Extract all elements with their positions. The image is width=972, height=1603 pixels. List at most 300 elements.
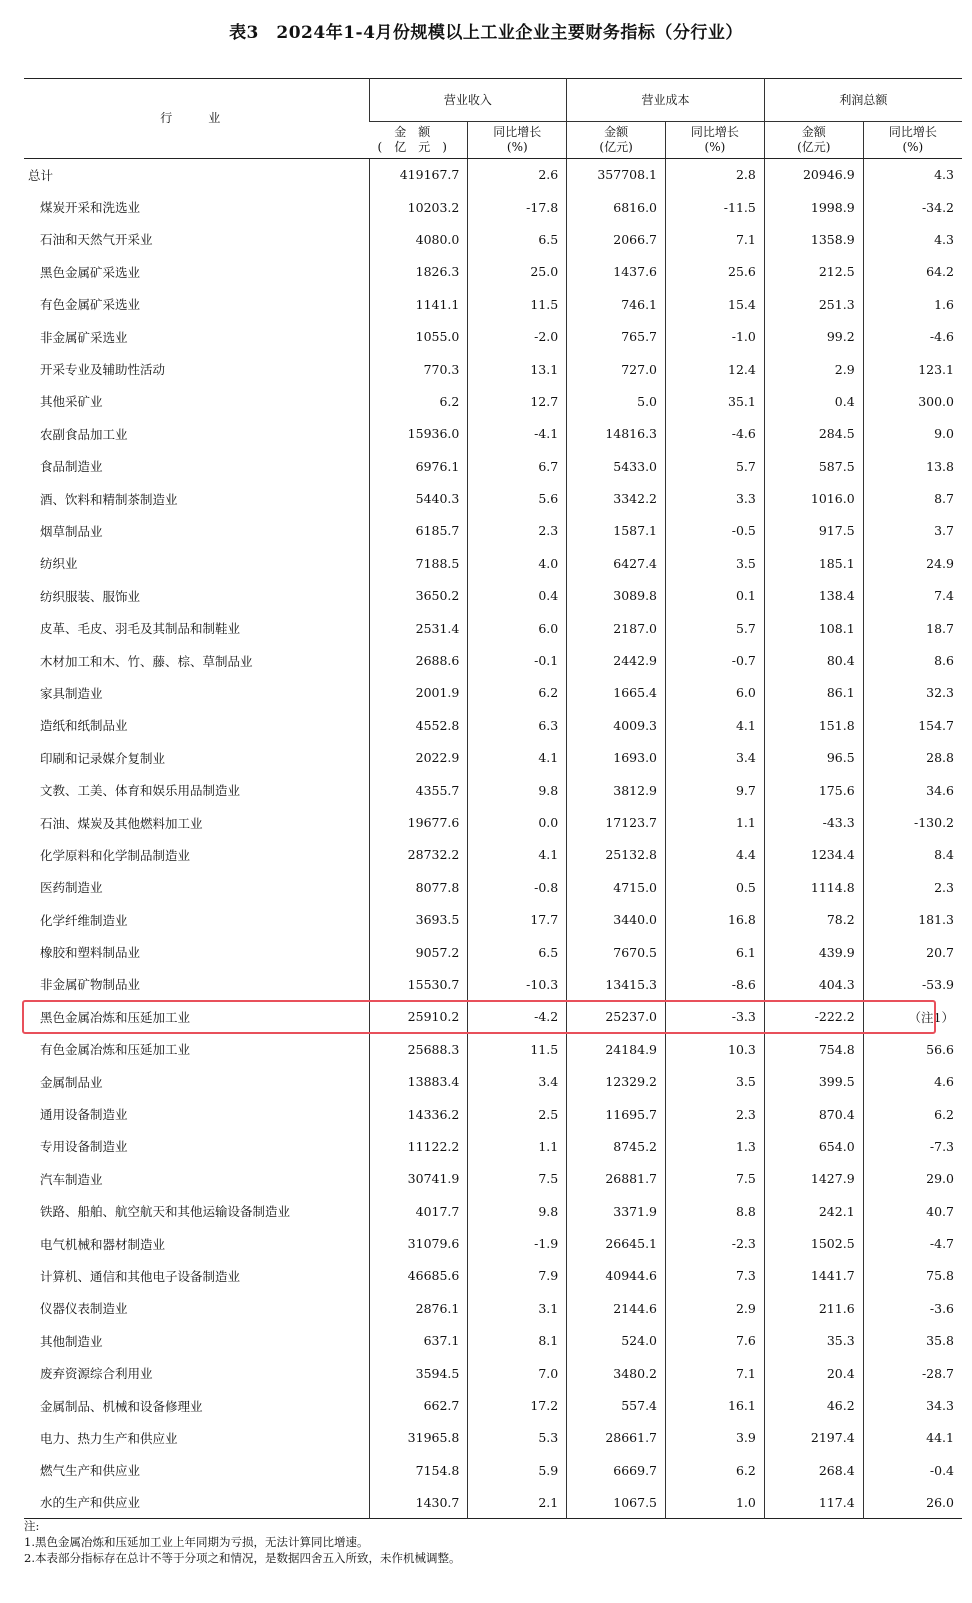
cost-amount: 5433.0 xyxy=(567,450,666,482)
profit-growth: 18.7 xyxy=(863,612,962,644)
profit-growth: 75.8 xyxy=(863,1260,962,1292)
revenue-growth: -1.9 xyxy=(468,1227,567,1259)
cost-growth: 7.1 xyxy=(666,1357,765,1389)
profit-growth: -4.6 xyxy=(863,320,962,352)
industry-name: 开采专业及辅助性活动 xyxy=(40,362,166,378)
revenue-growth: -17.8 xyxy=(468,191,567,223)
profit-amount: 20.4 xyxy=(764,1357,863,1389)
profit-amount: 138.4 xyxy=(764,580,863,612)
table-row xyxy=(24,742,962,774)
industry-name: 化学原料和化学制品制造业 xyxy=(40,847,191,863)
profit-amount: 1016.0 xyxy=(764,482,863,514)
revenue-growth: 3.1 xyxy=(468,1292,567,1324)
cost-growth: 16.8 xyxy=(666,903,765,935)
cost-growth: 7.5 xyxy=(666,1163,765,1195)
cost-amount: 13415.3 xyxy=(567,968,666,1000)
revenue-amount: 15530.7 xyxy=(369,968,468,1000)
profit-amount: 96.5 xyxy=(764,742,863,774)
growth-label: 同比增长 xyxy=(493,125,542,139)
profit-amount: 35.3 xyxy=(764,1325,863,1357)
industry-name: 燃气生产和供应业 xyxy=(40,1463,141,1479)
cost-growth: 10.3 xyxy=(666,1033,765,1065)
note-1: 1.黑色金属冶炼和压延加工业上年同期为亏损，无法计算同比增速。 xyxy=(24,1535,369,1549)
revenue-amount: 31965.8 xyxy=(369,1422,468,1454)
cost-growth: 1.1 xyxy=(666,806,765,838)
table-row xyxy=(24,806,962,838)
profit-growth: （注1） xyxy=(863,1001,962,1033)
table-row xyxy=(24,1454,962,1486)
revenue-amount: 14336.2 xyxy=(369,1098,468,1130)
cost-growth: -2.3 xyxy=(666,1227,765,1259)
table-title: 表3 2024年1-4月份规模以上工业企业主要财务指标（分行业） xyxy=(229,23,743,43)
cost-amount: 746.1 xyxy=(567,288,666,320)
profit-growth: 2.3 xyxy=(863,871,962,903)
profit-growth: 4.6 xyxy=(863,1065,962,1097)
profit-growth: 300.0 xyxy=(863,385,962,417)
industry-name: 其他采矿业 xyxy=(40,394,103,410)
cost-amount: 25132.8 xyxy=(567,839,666,871)
growth-label: 同比增长 xyxy=(690,125,739,139)
cost-growth: -3.3 xyxy=(666,1001,765,1033)
amount-label: 金额 xyxy=(801,125,826,139)
cost-growth: 4.1 xyxy=(666,709,765,741)
profit-growth: 154.7 xyxy=(863,709,962,741)
profit-growth: 9.0 xyxy=(863,418,962,450)
cost-amount: 25237.0 xyxy=(567,1001,666,1033)
revenue-growth: 3.4 xyxy=(468,1065,567,1097)
table-row xyxy=(24,644,962,676)
revenue-growth: -4.1 xyxy=(468,418,567,450)
revenue-growth: -2.0 xyxy=(468,320,567,352)
cost-growth: 8.8 xyxy=(666,1195,765,1227)
cost-amount: 727.0 xyxy=(567,353,666,385)
revenue-growth: 4.1 xyxy=(468,742,567,774)
subheader-profit-amount xyxy=(764,122,863,159)
table-row xyxy=(24,903,962,935)
header-group-revenue: 营业收入 xyxy=(369,79,567,122)
table-row xyxy=(24,677,962,709)
profit-amount: 20946.9 xyxy=(764,159,863,191)
revenue-growth: 7.9 xyxy=(468,1260,567,1292)
industry-name: 金属制品、机械和设备修理业 xyxy=(40,1398,203,1414)
profit-amount: 251.3 xyxy=(764,288,863,320)
table-row xyxy=(24,353,962,385)
revenue-growth: 6.2 xyxy=(468,677,567,709)
cost-growth: 5.7 xyxy=(666,450,765,482)
cost-amount: 26881.7 xyxy=(567,1163,666,1195)
profit-amount: 587.5 xyxy=(764,450,863,482)
cost-amount: 2144.6 xyxy=(567,1292,666,1324)
profit-growth: -34.2 xyxy=(863,191,962,223)
cost-growth: 12.4 xyxy=(666,353,765,385)
revenue-amount: 1141.1 xyxy=(369,288,468,320)
revenue-amount: 2688.6 xyxy=(369,644,468,676)
cost-amount: 357708.1 xyxy=(567,159,666,191)
cost-growth: -8.6 xyxy=(666,968,765,1000)
revenue-growth: 25.0 xyxy=(468,256,567,288)
profit-amount: 1998.9 xyxy=(764,191,863,223)
cost-amount: 11695.7 xyxy=(567,1098,666,1130)
revenue-growth: -10.3 xyxy=(468,968,567,1000)
profit-growth: 64.2 xyxy=(863,256,962,288)
cost-amount: 40944.6 xyxy=(567,1260,666,1292)
table-row xyxy=(24,418,962,450)
amount-label: 金额 xyxy=(604,125,629,139)
cost-growth: 16.1 xyxy=(666,1389,765,1421)
cost-growth: 2.8 xyxy=(666,159,765,191)
industry-name: 医药制造业 xyxy=(40,880,103,896)
table-row xyxy=(24,1163,962,1195)
profit-amount: 404.3 xyxy=(764,968,863,1000)
revenue-amount: 3594.5 xyxy=(369,1357,468,1389)
cost-amount: 3480.2 xyxy=(567,1357,666,1389)
revenue-growth: 11.5 xyxy=(468,288,567,320)
industry-name: 印刷和记录媒介复制业 xyxy=(40,750,166,766)
industry-name: 废弃资源综合利用业 xyxy=(40,1366,153,1382)
revenue-amount: 6.2 xyxy=(369,385,468,417)
cost-growth: -4.6 xyxy=(666,418,765,450)
revenue-amount: 1826.3 xyxy=(369,256,468,288)
revenue-amount: 6185.7 xyxy=(369,515,468,547)
profit-growth: -7.3 xyxy=(863,1130,962,1162)
table-row xyxy=(24,159,962,191)
cost-growth: 6.0 xyxy=(666,677,765,709)
table-header xyxy=(24,79,962,159)
industry-name: 黑色金属冶炼和压延加工业 xyxy=(40,1009,191,1025)
revenue-amount: 6976.1 xyxy=(369,450,468,482)
profit-growth: 28.8 xyxy=(863,742,962,774)
industry-name: 计算机、通信和其他电子设备制造业 xyxy=(40,1268,241,1284)
revenue-amount: 8077.8 xyxy=(369,871,468,903)
revenue-growth: 12.7 xyxy=(468,385,567,417)
profit-amount: 917.5 xyxy=(764,515,863,547)
financial-indicators-table xyxy=(24,78,962,1519)
industry-name: 黑色金属矿采选业 xyxy=(40,264,141,280)
industry-name: 专用设备制造业 xyxy=(40,1139,128,1155)
cost-growth: 3.3 xyxy=(666,482,765,514)
cost-growth: 7.1 xyxy=(666,223,765,255)
cost-growth: -1.0 xyxy=(666,320,765,352)
profit-amount: 654.0 xyxy=(764,1130,863,1162)
cost-amount: 2066.7 xyxy=(567,223,666,255)
profit-growth: 8.6 xyxy=(863,644,962,676)
revenue-amount: 637.1 xyxy=(369,1325,468,1357)
profit-growth: 34.6 xyxy=(863,774,962,806)
table-row xyxy=(24,612,962,644)
profit-growth: 8.4 xyxy=(863,839,962,871)
header-group-cost: 营业成本 xyxy=(567,79,765,122)
revenue-amount: 4552.8 xyxy=(369,709,468,741)
table-row xyxy=(24,1001,962,1033)
profit-growth: 26.0 xyxy=(863,1487,962,1519)
cost-amount: 3812.9 xyxy=(567,774,666,806)
industry-name: 仪器仪表制造业 xyxy=(40,1301,128,1317)
cost-amount: 8745.2 xyxy=(567,1130,666,1162)
subheader-revenue-amount xyxy=(369,122,468,159)
profit-growth: 40.7 xyxy=(863,1195,962,1227)
table-row xyxy=(24,968,962,1000)
profit-amount: 80.4 xyxy=(764,644,863,676)
revenue-growth: 2.3 xyxy=(468,515,567,547)
revenue-growth: 13.1 xyxy=(468,353,567,385)
revenue-growth: 7.0 xyxy=(468,1357,567,1389)
profit-growth: 1.6 xyxy=(863,288,962,320)
industry-name: 有色金属冶炼和压延加工业 xyxy=(40,1042,191,1058)
industry-name: 皮革、毛皮、羽毛及其制品和制鞋业 xyxy=(40,621,241,637)
revenue-amount: 5440.3 xyxy=(369,482,468,514)
industry-name: 煤炭开采和洗选业 xyxy=(40,200,141,216)
table-row xyxy=(24,385,962,417)
industry-name: 化学纤维制造业 xyxy=(40,912,128,928)
profit-amount: 108.1 xyxy=(764,612,863,644)
table-row xyxy=(24,1065,962,1097)
profit-amount: 185.1 xyxy=(764,547,863,579)
table-row xyxy=(24,1098,962,1130)
profit-growth: 35.8 xyxy=(863,1325,962,1357)
profit-amount: 242.1 xyxy=(764,1195,863,1227)
industry-name: 电气机械和器材制造业 xyxy=(40,1236,166,1252)
cost-amount: 3371.9 xyxy=(567,1195,666,1227)
revenue-growth: 6.0 xyxy=(468,612,567,644)
revenue-amount: 25688.3 xyxy=(369,1033,468,1065)
profit-growth: 181.3 xyxy=(863,903,962,935)
cost-growth: 3.9 xyxy=(666,1422,765,1454)
notes-label: 注: xyxy=(24,1519,40,1533)
revenue-amount: 662.7 xyxy=(369,1389,468,1421)
table-row xyxy=(24,709,962,741)
revenue-amount: 1055.0 xyxy=(369,320,468,352)
industry-name: 金属制品业 xyxy=(40,1074,103,1090)
cost-growth: 0.1 xyxy=(666,580,765,612)
industry-name: 总计 xyxy=(28,167,54,183)
revenue-amount: 770.3 xyxy=(369,353,468,385)
revenue-growth: 7.5 xyxy=(468,1163,567,1195)
header-group-profit: 利润总额 xyxy=(764,79,962,122)
growth-unit: (%) xyxy=(704,140,726,154)
industry-name: 水的生产和供应业 xyxy=(40,1495,141,1511)
cost-amount: 524.0 xyxy=(567,1325,666,1357)
cost-growth: 4.4 xyxy=(666,839,765,871)
profit-growth: 123.1 xyxy=(863,353,962,385)
table-row xyxy=(24,1195,962,1227)
profit-growth: -4.7 xyxy=(863,1227,962,1259)
table-row xyxy=(24,256,962,288)
cost-amount: 6427.4 xyxy=(567,547,666,579)
cost-growth: 3.5 xyxy=(666,547,765,579)
amount-unit: (亿元) xyxy=(797,140,831,154)
industry-name: 纺织业 xyxy=(40,556,78,572)
profit-amount: 1427.9 xyxy=(764,1163,863,1195)
cost-amount: 4715.0 xyxy=(567,871,666,903)
industry-name: 造纸和纸制品业 xyxy=(40,718,128,734)
cost-growth: 7.3 xyxy=(666,1260,765,1292)
note-2: 2.本表部分指标存在总计不等于分项之和情况，是数据四舍五入所致，未作机械调整。 xyxy=(24,1551,461,1565)
table-row xyxy=(24,1260,962,1292)
table-row xyxy=(24,774,962,806)
revenue-growth: -0.1 xyxy=(468,644,567,676)
revenue-amount: 3650.2 xyxy=(369,580,468,612)
industry-name: 文教、工美、体育和娱乐用品制造业 xyxy=(40,783,241,799)
revenue-amount: 2001.9 xyxy=(369,677,468,709)
table-row xyxy=(24,223,962,255)
cost-growth: 35.1 xyxy=(666,385,765,417)
revenue-amount: 13883.4 xyxy=(369,1065,468,1097)
profit-growth: -28.7 xyxy=(863,1357,962,1389)
amount-unit: (亿元) xyxy=(599,140,633,154)
revenue-growth: -4.2 xyxy=(468,1001,567,1033)
cost-amount: 6669.7 xyxy=(567,1454,666,1486)
amount-unit: (亿元) xyxy=(377,140,459,154)
cost-growth: 5.7 xyxy=(666,612,765,644)
cost-amount: 6816.0 xyxy=(567,191,666,223)
cost-growth: 3.4 xyxy=(666,742,765,774)
industry-name: 食品制造业 xyxy=(40,459,103,475)
profit-amount: 151.8 xyxy=(764,709,863,741)
profit-growth: 3.7 xyxy=(863,515,962,547)
cost-growth: 9.7 xyxy=(666,774,765,806)
industry-name: 农副食品加工业 xyxy=(40,426,128,442)
profit-amount: 78.2 xyxy=(764,903,863,935)
revenue-growth: 17.7 xyxy=(468,903,567,935)
profit-growth: 44.1 xyxy=(863,1422,962,1454)
industry-name: 烟草制品业 xyxy=(40,523,103,539)
revenue-amount: 4080.0 xyxy=(369,223,468,255)
table-row xyxy=(24,1130,962,1162)
cost-growth: 2.9 xyxy=(666,1292,765,1324)
cost-amount: 765.7 xyxy=(567,320,666,352)
revenue-amount: 4355.7 xyxy=(369,774,468,806)
revenue-growth: 2.6 xyxy=(468,159,567,191)
profit-amount: 2.9 xyxy=(764,353,863,385)
amount-label: 金额 xyxy=(394,125,443,139)
revenue-growth: 1.1 xyxy=(468,1130,567,1162)
revenue-amount: 3693.5 xyxy=(369,903,468,935)
profit-amount: 754.8 xyxy=(764,1033,863,1065)
revenue-growth: 11.5 xyxy=(468,1033,567,1065)
cost-growth: 7.6 xyxy=(666,1325,765,1357)
revenue-growth: 6.5 xyxy=(468,223,567,255)
table-row xyxy=(24,450,962,482)
cost-growth: 2.3 xyxy=(666,1098,765,1130)
profit-amount: 117.4 xyxy=(764,1487,863,1519)
table-row xyxy=(24,580,962,612)
industry-name: 酒、饮料和精制茶制造业 xyxy=(40,491,178,507)
revenue-growth: 6.7 xyxy=(468,450,567,482)
revenue-growth: 0.4 xyxy=(468,580,567,612)
profit-amount: 399.5 xyxy=(764,1065,863,1097)
cost-growth: 1.0 xyxy=(666,1487,765,1519)
profit-growth: 34.3 xyxy=(863,1389,962,1421)
table-row xyxy=(24,871,962,903)
profit-amount: 1234.4 xyxy=(764,839,863,871)
revenue-growth: 9.8 xyxy=(468,774,567,806)
profit-growth: 8.7 xyxy=(863,482,962,514)
cost-growth: -11.5 xyxy=(666,191,765,223)
industry-name: 橡胶和塑料制品业 xyxy=(40,945,141,961)
revenue-amount: 15936.0 xyxy=(369,418,468,450)
cost-growth: 15.4 xyxy=(666,288,765,320)
industry-name: 石油和天然气开采业 xyxy=(40,232,153,248)
notes xyxy=(24,1518,954,1566)
growth-label: 同比增长 xyxy=(888,125,937,139)
revenue-amount: 7188.5 xyxy=(369,547,468,579)
industry-name: 木材加工和木、竹、藤、棕、草制品业 xyxy=(40,653,253,669)
profit-growth: -130.2 xyxy=(863,806,962,838)
revenue-amount: 2022.9 xyxy=(369,742,468,774)
subheader-cost-amount xyxy=(567,122,666,159)
table-row xyxy=(24,515,962,547)
cost-amount: 3342.2 xyxy=(567,482,666,514)
revenue-amount: 31079.6 xyxy=(369,1227,468,1259)
revenue-amount: 25910.2 xyxy=(369,1001,468,1033)
table-row xyxy=(24,1033,962,1065)
industry-name: 电力、热力生产和供应业 xyxy=(40,1430,178,1446)
cost-amount: 2442.9 xyxy=(567,644,666,676)
cost-amount: 7670.5 xyxy=(567,936,666,968)
revenue-growth: 5.6 xyxy=(468,482,567,514)
profit-growth: 4.3 xyxy=(863,159,962,191)
subheader-cost-growth xyxy=(666,122,765,159)
cost-amount: 14816.3 xyxy=(567,418,666,450)
revenue-amount: 10203.2 xyxy=(369,191,468,223)
revenue-amount: 11122.2 xyxy=(369,1130,468,1162)
revenue-growth: 4.1 xyxy=(468,839,567,871)
profit-amount: -43.3 xyxy=(764,806,863,838)
profit-amount: 284.5 xyxy=(764,418,863,450)
table-row xyxy=(24,1389,962,1421)
revenue-growth: 8.1 xyxy=(468,1325,567,1357)
cost-growth: 0.5 xyxy=(666,871,765,903)
profit-growth: 20.7 xyxy=(863,936,962,968)
table-row xyxy=(24,1325,962,1357)
profit-amount: 46.2 xyxy=(764,1389,863,1421)
cost-growth: 6.2 xyxy=(666,1454,765,1486)
revenue-amount: 19677.6 xyxy=(369,806,468,838)
profit-growth: 13.8 xyxy=(863,450,962,482)
revenue-growth: 2.1 xyxy=(468,1487,567,1519)
profit-amount: 870.4 xyxy=(764,1098,863,1130)
industry-name: 通用设备制造业 xyxy=(40,1107,128,1123)
table-row xyxy=(24,1227,962,1259)
cost-amount: 1437.6 xyxy=(567,256,666,288)
profit-amount: 0.4 xyxy=(764,385,863,417)
subheader-revenue-growth xyxy=(468,122,567,159)
industry-name: 有色金属矿采选业 xyxy=(40,297,141,313)
industry-name: 铁路、船舶、航空航天和其他运输设备制造业 xyxy=(40,1204,291,1220)
revenue-growth: -0.8 xyxy=(468,871,567,903)
cost-growth: -0.7 xyxy=(666,644,765,676)
cost-growth: 3.5 xyxy=(666,1065,765,1097)
revenue-growth: 4.0 xyxy=(468,547,567,579)
profit-growth: 29.0 xyxy=(863,1163,962,1195)
cost-amount: 28661.7 xyxy=(567,1422,666,1454)
table-row xyxy=(24,1357,962,1389)
cost-growth: -0.5 xyxy=(666,515,765,547)
profit-amount: 99.2 xyxy=(764,320,863,352)
cost-amount: 3440.0 xyxy=(567,903,666,935)
cost-amount: 1665.4 xyxy=(567,677,666,709)
revenue-growth: 6.3 xyxy=(468,709,567,741)
cost-amount: 12329.2 xyxy=(567,1065,666,1097)
table-row xyxy=(24,839,962,871)
profit-amount: 439.9 xyxy=(764,936,863,968)
cost-growth: 25.6 xyxy=(666,256,765,288)
industry-name: 其他制造业 xyxy=(40,1333,103,1349)
cost-amount: 5.0 xyxy=(567,385,666,417)
table-row xyxy=(24,936,962,968)
profit-growth: 4.3 xyxy=(863,223,962,255)
profit-amount: 1441.7 xyxy=(764,1260,863,1292)
